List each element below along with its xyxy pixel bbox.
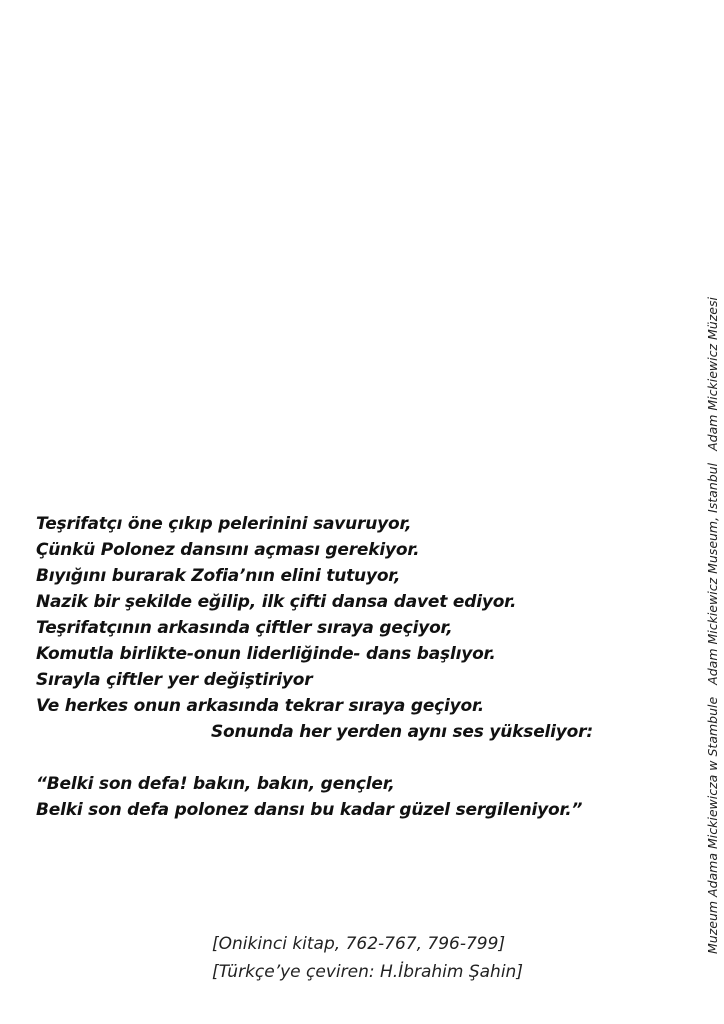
poem-line: Sonunda her yerden aynı ses yükseliyor: [211,722,593,742]
poem-line: Teşrifatçının arkasında çiftler sıraya geçiyor, [36,618,453,638]
museum-credit-vertical [706,297,720,954]
stanza-gap [36,745,686,771]
poem-line: Çünkü Polonez dansını açması gerekiyor. [36,540,420,560]
museum-name-turkish: Adam Mickiewicz Müzesi [705,297,720,451]
citation-block [212,930,632,986]
poem-block [36,511,686,823]
poem-line: Komutla birlikte-onun liderliğinde- dans başlıyor. [36,644,496,664]
poem-line: Nazik bir şekilde eğilip, ilk çifti dansa davet ediyor. [36,592,517,612]
quote-line: “Belki son defa! bakın, bakın, gençler, [36,774,395,794]
poem-line: Ve herkes onun arkasında tekrar sıraya geçiyor. [36,696,485,716]
quote-line: Belki son defa polonez dansı bu kadar güzel sergileniyor.” [36,800,583,820]
poem-line: Bıyığını burarak Zofia’nın elini tutuyor, [36,566,401,586]
poem-line: Sırayla çiftler yer değiştiriyor [36,670,313,690]
poem-line: Teşrifatçı öne çıkıp pelerinini savuruyor, [36,514,412,534]
citation-source: [Onikinci kitap, 762-767, 796-799] [212,934,506,954]
museum-name-english: Adam Mickiewicz Museum, Istanbul [705,462,720,685]
museum-name-polish: Muzeum Adama Mickiewicza w Stambule [705,696,720,954]
citation-translator: [Türkçe’ye çeviren: H.İbrahim Şahin] [212,962,523,982]
